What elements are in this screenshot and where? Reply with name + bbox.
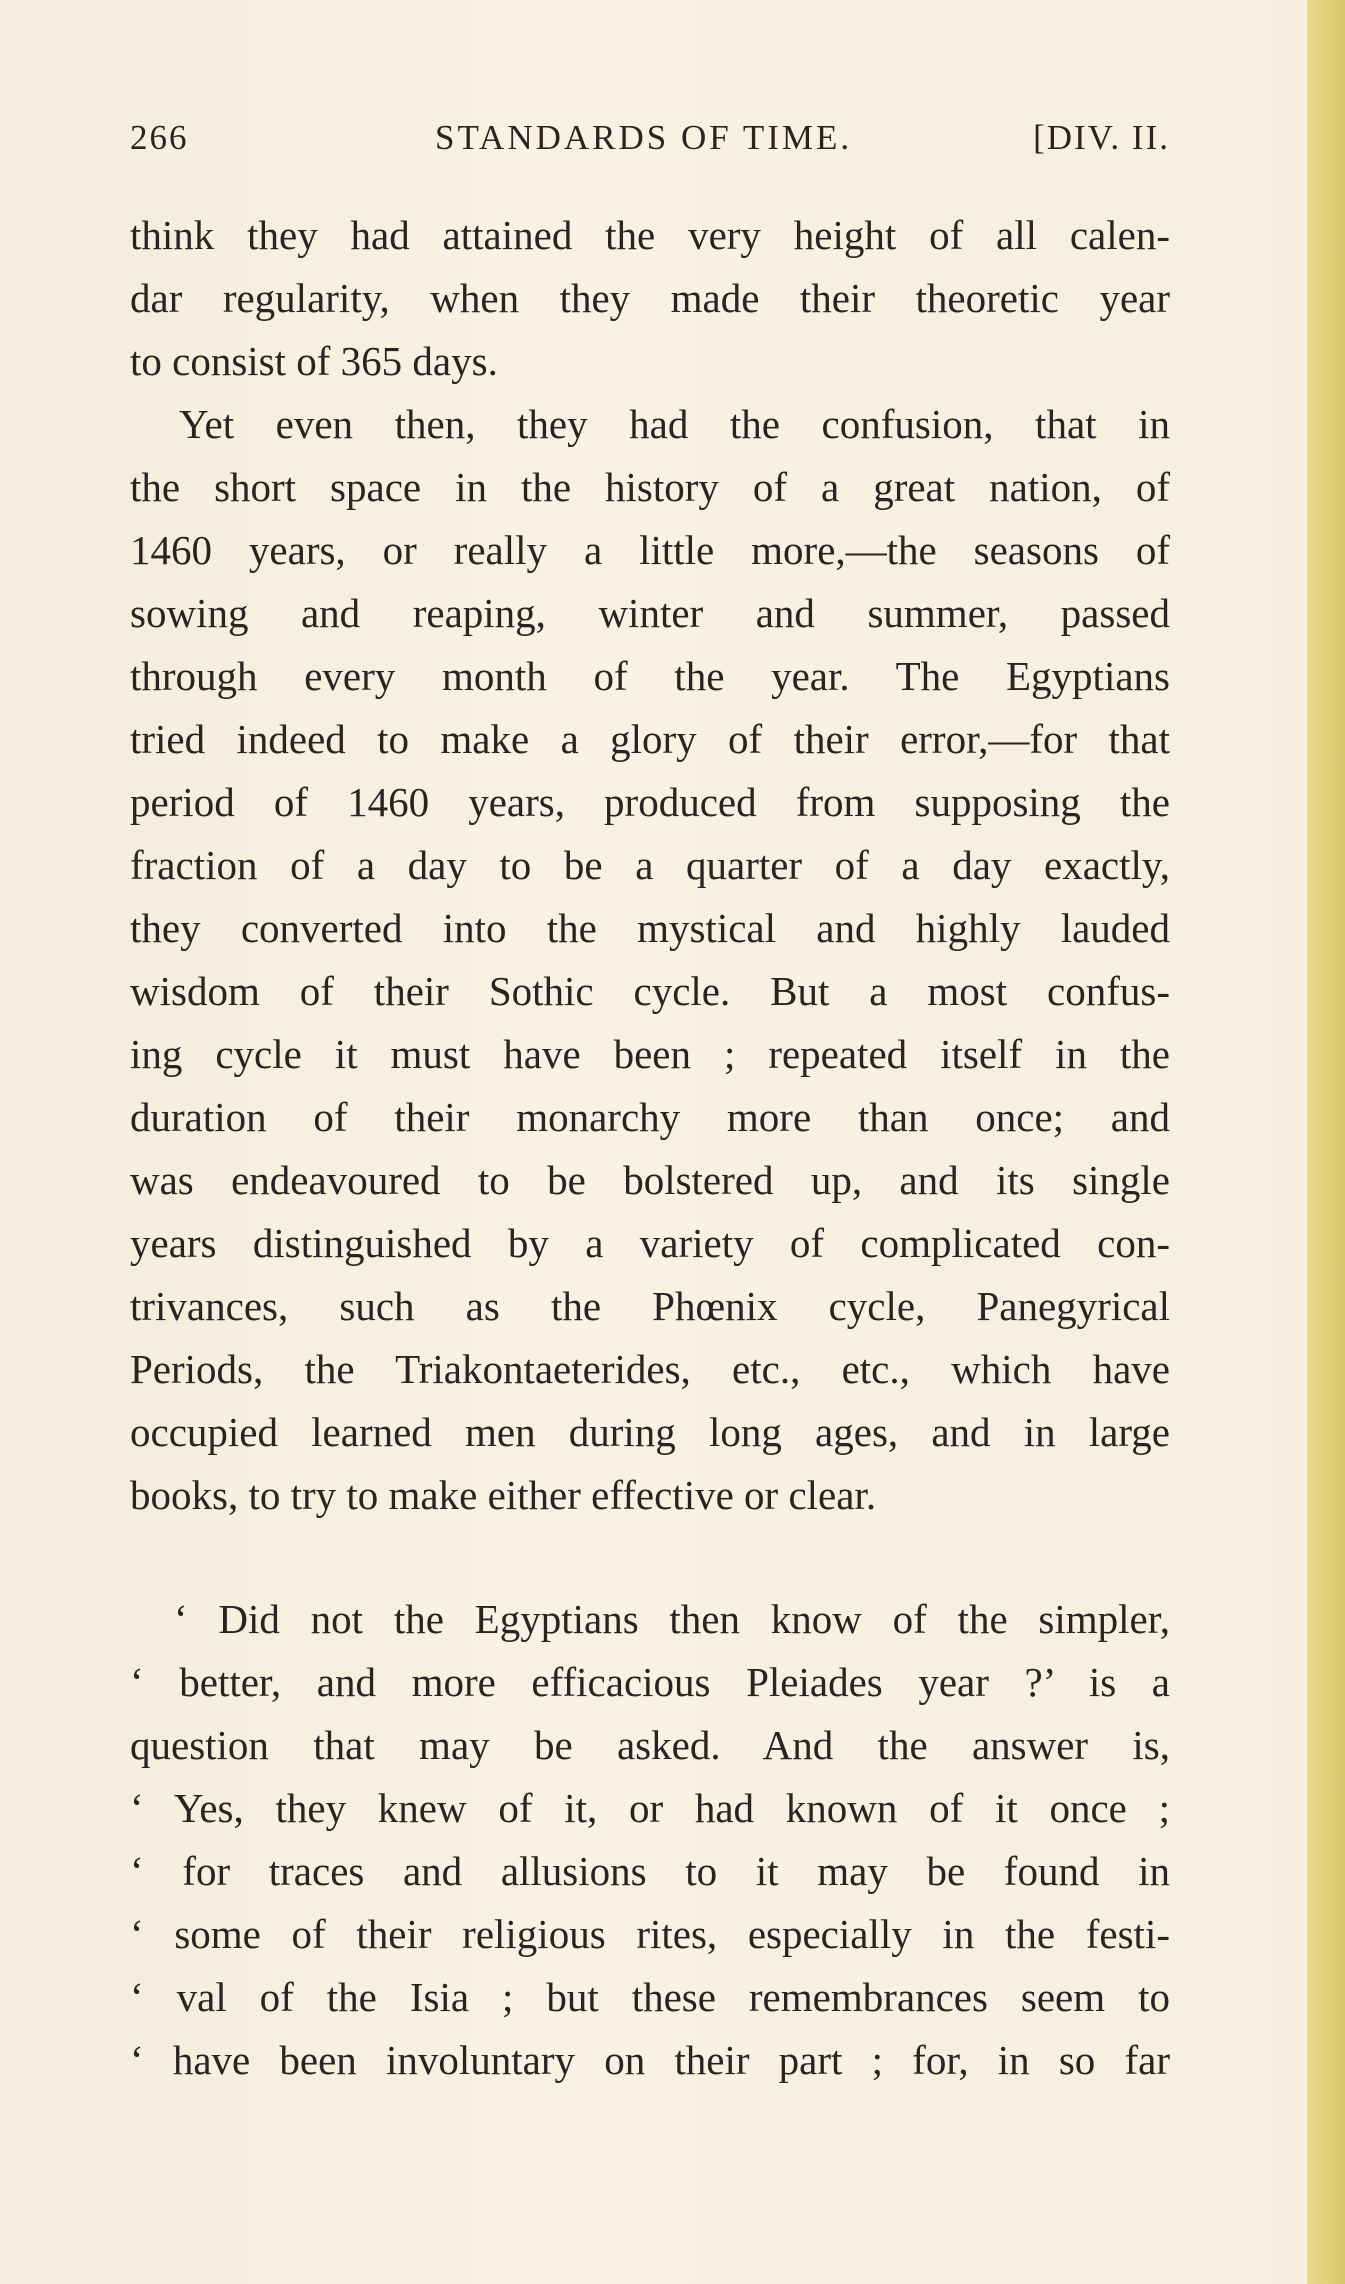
paragraph-1 (130, 204, 1170, 393)
text-line: wisdom of their Sothic cycle. But a most confus- (130, 968, 1170, 1014)
text-line: to consist of 365 days. (130, 338, 498, 384)
text-line: ing cycle it must have been ; repeated itself in the (130, 1031, 1170, 1077)
gilt-page-edge (1307, 0, 1345, 2284)
page-number: 266 (130, 118, 189, 157)
text-line: books, to try to make either effective or clear. (130, 1472, 877, 1518)
running-title: STANDARDS OF TIME. (435, 118, 853, 157)
text-line: ‘ for traces and allusions to it may be found in (130, 1848, 1170, 1894)
text-line: 1460 years, or really a little more,—the seasons of (130, 527, 1170, 573)
text-line: was endeavoured to be bolstered up, and its single (130, 1157, 1170, 1203)
text-line: trivances, such as the Phœnix cycle, Panegyrical (130, 1283, 1170, 1329)
paragraph-2 (130, 393, 1170, 1527)
text-line: duration of their monarchy more than once; and (130, 1094, 1170, 1140)
page-header (130, 118, 1170, 168)
text-line: Periods, the Triakontaeterides, etc., etc., which have (130, 1346, 1170, 1392)
text-line: fraction of a day to be a quarter of a day exactly, (130, 842, 1170, 888)
text-line: think they had attained the very height of all calen- (130, 212, 1170, 258)
text-line: ‘ have been involuntary on their part ; for, in so far (130, 2037, 1170, 2083)
text-line: ‘ some of their religious rites, especially in the festi- (130, 1911, 1170, 1957)
text-line: the short space in the history of a great nation, of (130, 464, 1170, 510)
text-line: ‘ better, and more efficacious Pleiades year ?’ is a (130, 1659, 1170, 1705)
text-line: years distinguished by a variety of complicated con- (130, 1220, 1170, 1266)
paragraph-3 (130, 1588, 1170, 2092)
text-line: ‘ Did not the Egyptians then know of the simpler, (174, 1596, 1170, 1642)
division-label: [DIV. II. (1033, 118, 1170, 157)
text-line: occupied learned men during long ages, and in large (130, 1409, 1170, 1455)
text-line: they converted into the mystical and highly lauded (130, 905, 1170, 951)
text-line: dar regularity, when they made their theoretic year (130, 275, 1170, 321)
text-line: tried indeed to make a glory of their error,—for that (130, 716, 1170, 762)
text-line: ‘ Yes, they knew of it, or had known of it once ; (130, 1785, 1170, 1831)
text-line: period of 1460 years, produced from supposing the (130, 779, 1170, 825)
text-line: ‘ val of the Isia ; but these remembrances seem to (130, 1974, 1170, 2020)
text-line: sowing and reaping, winter and summer, passed (130, 590, 1170, 636)
text-line: question that may be asked. And the answer is, (130, 1722, 1170, 1768)
text-line: Yet even then, they had the confusion, that in (179, 401, 1170, 447)
text-line: through every month of the year. The Egyptians (130, 653, 1170, 699)
